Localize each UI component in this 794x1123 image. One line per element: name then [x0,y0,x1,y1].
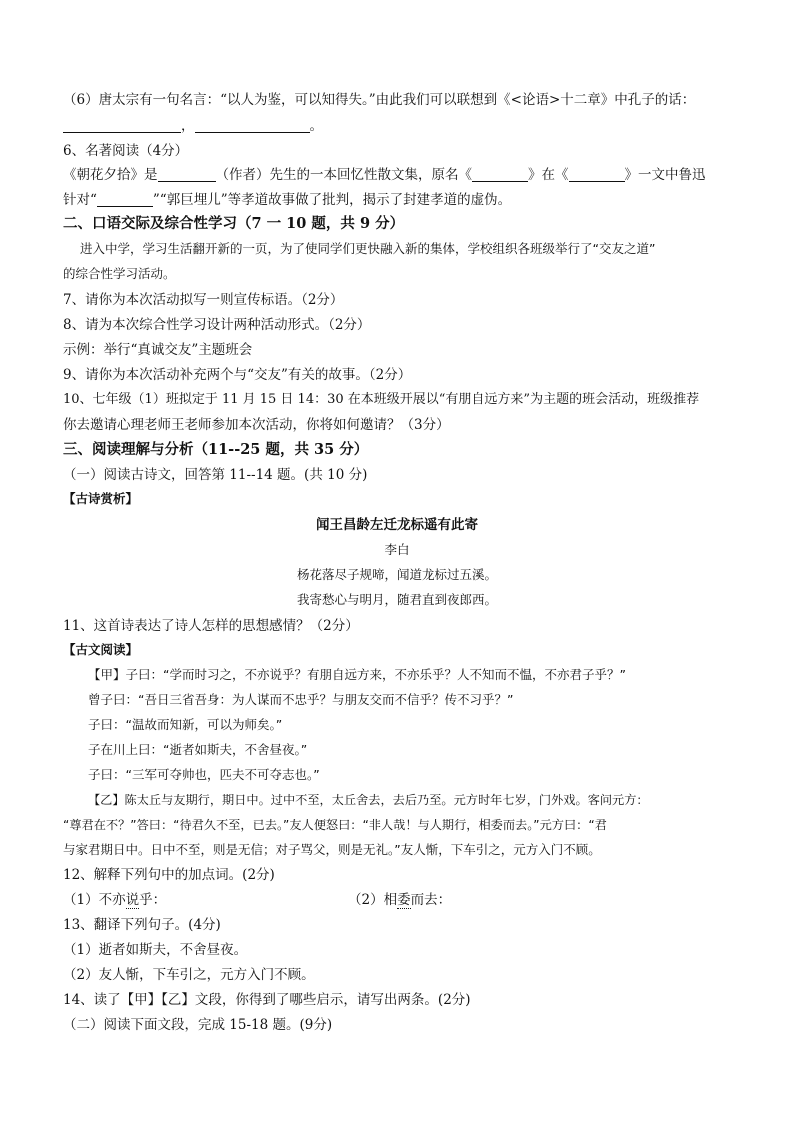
question-12-item-2 [348,891,451,909]
question-13-item-1: （1）逝者如斯夫，不舍昼夜。 [63,942,248,958]
dotted-word: 委 [397,892,411,908]
text: 乎： [139,892,167,908]
text: （1）不亦 [63,892,126,908]
question-12: 12、解释下列句中的加点词。(2分) [63,867,275,883]
poem-line: 杨花落尽子规啼，闻道龙标过五溪。 [296,567,497,582]
poem-author: 李白 [384,542,410,557]
passage-jia: 子曰：“三军可夺帅也，匹夫不可夺志也。” [88,767,320,782]
part-heading: （二）阅读下面文段，完成 15-18 题。(9分) [63,1017,333,1033]
question-10-cont: 你去邀请心理老师王老师参加本次活动，你将如何邀请？（3分） [63,417,450,433]
q6-prompt: （6）唐太宗有一句名言：“以人为鉴，可以知得失。”由此我们可以联想到《<论语>十二章》中孔子的话： [63,92,696,108]
mingzhu-line-1 [63,166,706,184]
passage-jia: 子曰：“温故而知新，可以为师矣。” [88,717,283,732]
question-8: 8、请为本次综合性学习设计两种活动形式。（2分） [63,317,371,333]
question-11: 11、这首诗表达了诗人怎样的思想感情？（2分） [63,618,359,634]
text: 针对“ [63,192,97,208]
passage-jia: 曾子曰：“吾日三省吾身：为人谋而不忠乎？与朋友交而不信乎？传不习乎？” [88,692,514,707]
text: ”“郭巨埋儿”等孝道故事做了批判，揭示了封建孝道的虚伪。 [152,192,512,208]
poem-title: 闻王昌龄左迁龙标遥有此寄 [316,517,478,533]
answer-blank[interactable] [97,191,153,207]
question-7: 7、请你为本次活动拟写一则宣传标语。（2分） [63,292,344,308]
section-intro-cont: 的综合性学习活动。 [63,266,176,281]
question-9: 9、请你为本次活动补充两个与“交友”有关的故事。（2分） [63,367,412,383]
answer-blank[interactable] [63,117,181,133]
poem-line: 我寄愁心与明月，随君直到夜郎西。 [296,592,497,607]
text: 》在《 [528,167,569,183]
comma: ， [181,118,195,134]
passage-yi: 与家君期日中。日中不至，则是无信；对子骂父，则是无礼。”友人惭，下车引之，元方入门不顾。 [63,842,601,857]
question-13-item-2: （2）友人惭，下车引之，元方入门不顾。 [63,967,315,983]
section-heading: 三、阅读理解与分析（11--25 题，共 35 分） [63,441,369,458]
text: 》一文中鲁迅 [624,167,706,183]
dotted-word: 说 [125,892,140,908]
text: 而去： [410,892,452,908]
question-14: 14、读了【甲】【乙】文段，你得到了哪些启示，请写出两条。(2分) [63,992,471,1008]
text: 《朝花夕拾》是 [63,167,158,183]
answer-blank[interactable] [158,166,216,182]
text: （2）相 [348,892,398,908]
question-10: 10、七年级（1）班拟定于 11 月 15 日 14：30 在本班级开展以“有朋自远方来”为主题的班会活动，班级推荐 [63,392,700,407]
part-heading: （一）阅读古诗文，回答第 11--14 题。(共 10 分) [63,467,368,483]
answer-blank[interactable] [195,117,310,133]
answer-blank[interactable] [569,166,625,182]
text: （作者）先生的一本回忆性散文集，原名《 [215,167,472,183]
question-title: 6、名著阅读（4分） [63,143,189,159]
prose-tag: 【古文阅读】 [63,642,139,657]
q6-answer-line [63,117,323,135]
section-heading: 二、口语交际及综合性学习（7 一 10 题，共 9 分） [63,215,405,232]
passage-jia: 子在川上曰：“逝者如斯夫，不舍昼夜。” [88,742,308,757]
passage-yi: “尊君在不？”答曰：“待君久不至，已去。”友人便怒曰：“非人哉！与人期行，相委而去。”元方曰：“君 [63,818,607,832]
passage-yi: 【乙】陈太丘与友期行，期日中。过中不至，太丘舍去，去后乃至。元方时年七岁，门外戏。客问元方： [88,793,649,807]
answer-blank[interactable] [472,166,528,182]
passage-jia: 【甲】子曰：“学而时习之，不亦说乎？有朋自远方来，不亦乐乎？人不知而不愠，不亦君子乎？” [88,667,626,682]
period: 。 [309,118,323,134]
question-13: 13、翻译下列句子。(4分) [63,917,221,933]
example-text: 示例：举行“真诚交友”主题班会 [63,342,253,358]
question-12-item-1 [63,891,166,909]
section-intro: 进入中学，学习生活翻开新的一页，为了使同学们更快融入新的集体，学校组织各班级举行了“交友之道” [80,241,656,256]
poem-tag: 【古诗赏析】 [63,491,139,506]
mingzhu-line-2 [63,191,511,209]
